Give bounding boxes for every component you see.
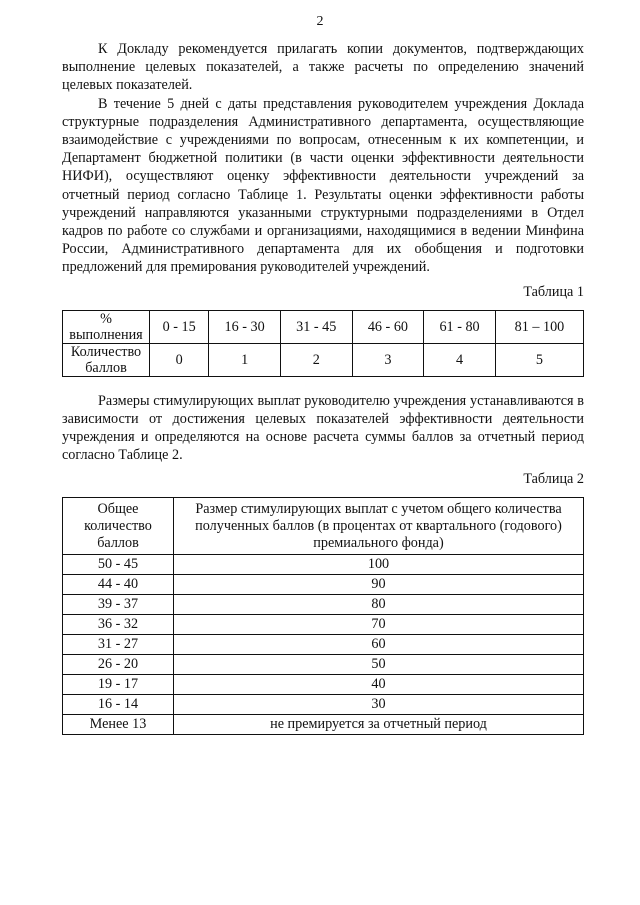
table-row	[63, 555, 584, 575]
table-cell: 0	[150, 343, 209, 376]
score-cell: 19 - 17	[63, 675, 174, 695]
payment-cell: 100	[174, 555, 584, 575]
table-row	[63, 575, 584, 595]
payment-cell: не премируется за отчетный период	[174, 715, 584, 735]
score-cell: 31 - 27	[63, 635, 174, 655]
score-cell: 16 - 14	[63, 695, 174, 715]
score-cell: 39 - 37	[63, 595, 174, 615]
table1-caption: Таблица 1	[523, 283, 584, 300]
score-cell: 50 - 45	[63, 555, 174, 575]
page-number: 2	[316, 14, 324, 29]
table-cell: 61 - 80	[424, 310, 496, 343]
score-cell: 44 - 40	[63, 575, 174, 595]
table-cell: 5	[495, 343, 583, 376]
table-cell: 46 - 60	[352, 310, 424, 343]
table2-header-payment: Размер стимулирующих выплат с учетом общего количества полученных баллов (в процентах от квартального (годового) премиального фонда)	[174, 498, 584, 555]
table2-header-score: Общее количество баллов	[63, 498, 174, 555]
table-percent-to-score	[62, 310, 584, 377]
payment-cell: 50	[174, 655, 584, 675]
paragraph-payments: Размеры стимулирующих выплат руководителю учреждения устанавливаются в зависимости от достижения целевых показателей эффективности деятельности учреждения и определяются на основе расчета суммы баллов за отчетный период согласно Таблице 2.	[62, 392, 584, 464]
table1-row2-label: Количество баллов	[63, 343, 150, 376]
payment-cell: 80	[174, 595, 584, 615]
table-header-row	[63, 498, 584, 555]
payment-cell: 70	[174, 615, 584, 635]
table-cell: 1	[209, 343, 281, 376]
table2-body	[63, 555, 584, 735]
table-row	[63, 635, 584, 655]
table-score-to-payment	[62, 497, 584, 735]
score-cell: 36 - 32	[63, 615, 174, 635]
table-cell: 31 - 45	[280, 310, 352, 343]
table-row	[63, 675, 584, 695]
table-cell: 16 - 30	[209, 310, 281, 343]
score-cell: Менее 13	[63, 715, 174, 735]
table2-caption: Таблица 2	[523, 471, 584, 488]
score-cell: 26 - 20	[63, 655, 174, 675]
paragraph-attachments: К Докладу рекомендуется прилагать копии документов, подтверждающих выполнение целевых показателей, а также расчеты по определению значений целевых показателей.	[62, 41, 584, 94]
paragraph-evaluation: В течение 5 дней с даты представления руководителем учреждения Доклада структурные подразделения Административного департамента, осуществляющие взаимодействие с учреждениями по вопросам, отнесенным к их компетенции, и Департамент бюджетной политики (в части оценки эффективности деятельности НИФИ), осуществляют оценку эффективности деятельности учреждений за отчетный период согласно Таблице 1. Результаты оценки эффективности работы учреждений направляются указанными структурными подразделениями в Отдел кадров по работе со службами и организациями, находящимися в ведении Минфина России, Административного департамента для их обобщения и подготовки предложений для премирования руководителей учреждений.	[62, 95, 584, 276]
payment-cell: 90	[174, 575, 584, 595]
table-row	[63, 595, 584, 615]
table-row	[63, 615, 584, 635]
table-row	[63, 343, 584, 376]
payment-cell: 30	[174, 695, 584, 715]
payment-cell: 40	[174, 675, 584, 695]
document-body	[62, 40, 584, 735]
table-row	[63, 715, 584, 735]
table-cell: 0 - 15	[150, 310, 209, 343]
table-row	[63, 695, 584, 715]
table-cell: 2	[280, 343, 352, 376]
table-cell: 3	[352, 343, 424, 376]
table1-row1-label: % выполнения	[63, 310, 150, 343]
table-cell: 4	[424, 343, 496, 376]
payment-cell: 60	[174, 635, 584, 655]
table-row	[63, 310, 584, 343]
table-row	[63, 655, 584, 675]
table-cell: 81 – 100	[495, 310, 583, 343]
